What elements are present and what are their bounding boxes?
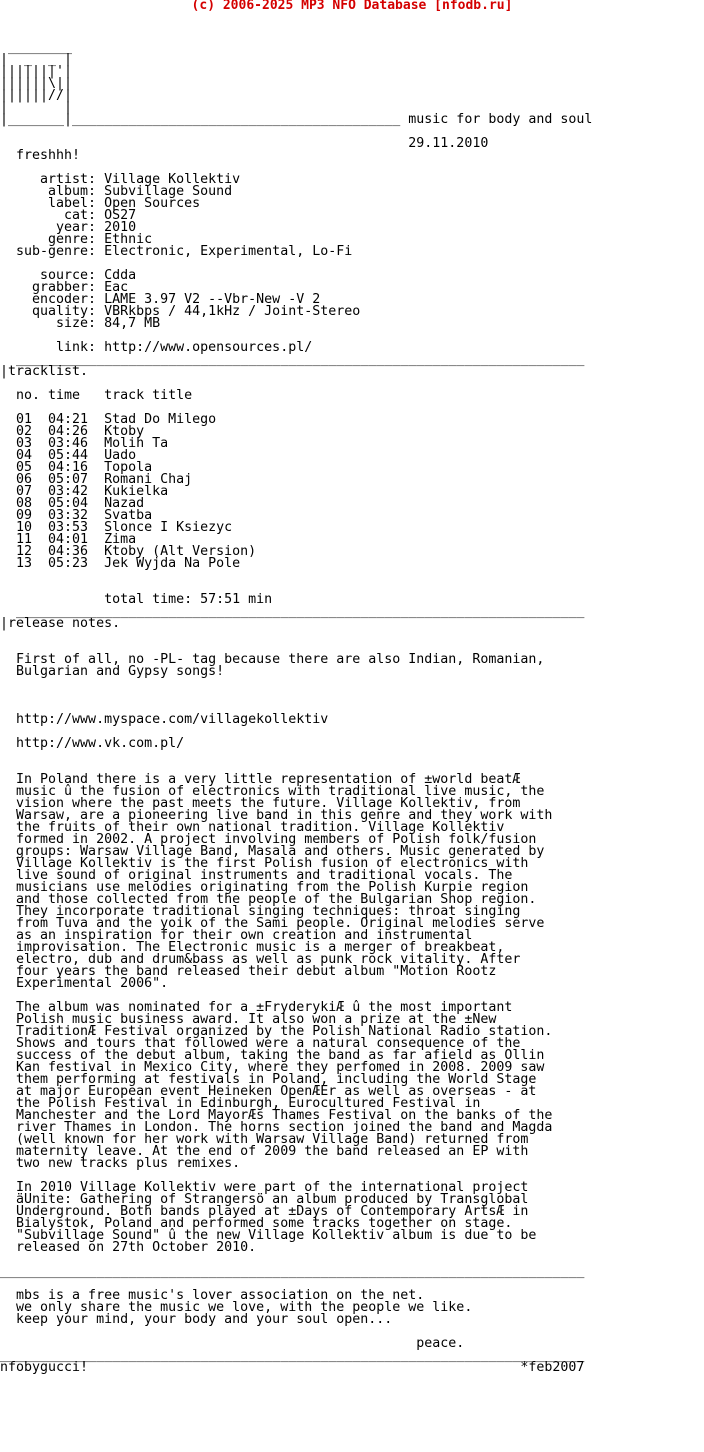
nfo-line: 10 03:53 Slonce I Ksiezyc — [0, 520, 233, 535]
nfo-line: 03 03:46 Molih Ta — [0, 436, 169, 451]
nfo-line: genre: Ethnic — [0, 232, 153, 247]
nfo-line: |_______|_________________________________________ music for body and soul — [0, 112, 593, 127]
nfo-line: In 2010 Village Kollektiv were part of the international project — [0, 1180, 529, 1195]
nfo-line: music û the fusion of electronics with traditional live music, the — [0, 784, 545, 799]
nfo-line: we only share the music we love, with the people we like. — [0, 1300, 473, 1315]
nfo-line: 13 05:23 Jek Wyjda Na Pole — [0, 556, 241, 571]
nfo-line: 04 05:44 Uado — [0, 448, 137, 463]
nfo-line: the Polish Festival in Edinburgh, Eurocultured Festival in — [0, 1096, 481, 1111]
nfo-line: Kan festival in Mexico City, where they perfomed in 2008. 2009 saw — [0, 1060, 545, 1075]
nfo-line: nfobygucci! *feb2007 — [0, 1360, 585, 1375]
nfo-text — [0, 6, 592, 1374]
nfo-line: source: Cdda — [0, 268, 137, 283]
nfo-line: two new tracks plus remixes. — [0, 1156, 241, 1171]
nfo-line: 02 04:26 Ktoby — [0, 424, 145, 439]
nfo-line: First of all, no -PL- tag because there are also Indian, Romanian, — [0, 652, 545, 667]
nfo-line: |||||||'| — [0, 64, 73, 79]
nfo-line: | | — [0, 100, 73, 115]
nfo-line: quality: VBRkbps / 44,1kHz / Joint-Stereo — [0, 304, 361, 319]
nfo-line: Village Kollektiv is the first Polish fusion of electronics with — [0, 856, 529, 871]
nfo-line: freshhh! — [0, 148, 81, 163]
nfo-line: size: 84,7 MB — [0, 316, 161, 331]
nfo-line: grabber: Eac — [0, 280, 129, 295]
nfo-line: peace. — [0, 1336, 465, 1351]
nfo-line: keep your mind, your body and your soul open... — [0, 1312, 393, 1327]
nfo-line: artist: Village Kollektiv — [0, 172, 241, 187]
nfo-line: success of the debut album, taking the band as far afield as Ollin — [0, 1048, 545, 1063]
nfo-line: ||||||//| — [0, 88, 73, 103]
nfo-line: |release notes. — [0, 616, 121, 631]
nfo-line: maternity leave. At the end of 2009 the band released an EP with — [0, 1144, 529, 1159]
nfo-line: formed in 2002. A project involving members of Polish folk/fusion — [0, 832, 537, 847]
nfo-line: groups: Warsaw Village Band, Masala and others. Music generated by — [0, 844, 545, 859]
nfo-line: The album was nominated for a ±FryderykiÆ û the most important — [0, 1000, 513, 1015]
nfo-line: total time: 57:51 min — [0, 592, 273, 607]
nfo-line: 01 04:21 Stad Do Milego — [0, 412, 217, 427]
nfo-line: In Poland there is a very little representation of ±world beatÆ — [0, 772, 521, 787]
nfo-line: 07 03:42 Kukielka — [0, 484, 169, 499]
nfo-line: äUnite: Gathering of Strangersö an album produced by Transglobal — [0, 1192, 529, 1207]
nfo-line: Warsaw, are a pioneering live band in this genre and they work with — [0, 808, 553, 823]
nfo-line: _________________________________________________________________________ — [0, 1264, 585, 1279]
nfo-line: _________________________________________________________________________ — [0, 1348, 585, 1363]
page-header: (c) 2006-2025 MP3 NFO Database [nfodb.ru] — [191, 0, 513, 13]
nfo-line: musicians use melodies originating from the Polish Kurpie region — [0, 880, 529, 895]
nfo-line: electro, dub and drum&bass as well as punk rock vitality. After — [0, 952, 521, 967]
nfo-line: improvisation. The Electronic music is a merger of breakbeat, — [0, 940, 505, 955]
nfo-line: vision where the past meets the future. Village Kollektiv, from — [0, 796, 521, 811]
nfo-line: mbs is a free music's lover association on the net. — [0, 1288, 425, 1303]
nfo-line: 08 05:04 Nazad — [0, 496, 145, 511]
nfo-line: encoder: LAME 3.97 V2 --Vbr-New -V 2 — [0, 292, 321, 307]
nfo-line: 12 04:36 Ktoby (Alt Version) — [0, 544, 257, 559]
nfo-line: 11 04:01 Zima — [0, 532, 137, 547]
nfo-line: Experimental 2006". — [0, 976, 169, 991]
nfo-line: Polish music business award. It also won a prize at the ±New — [0, 1012, 497, 1027]
nfo-line: 06 05:07 Romani Chaj — [0, 472, 193, 487]
nfo-line: 05 04:16 Topola — [0, 460, 153, 475]
nfo-line: at major European event Heineken OpenÆEr as well as overseas - at — [0, 1084, 537, 1099]
nfo-line: album: Subvillage Sound — [0, 184, 233, 199]
nfo-line: four years the band released their debut album "Motion Rootz — [0, 964, 497, 979]
nfo-line: 09 03:32 Svatba — [0, 508, 153, 523]
nfo-line: year: 2010 — [0, 220, 137, 235]
nfo-line: _______________________________________________________________________ — [0, 352, 585, 367]
nfo-line: them performing at festivals in Poland, including the World Stage — [0, 1072, 537, 1087]
nfo-line: Manchester and the Lord MayorÆs Thames Festival on the banks of the — [0, 1108, 553, 1123]
nfo-line: http://www.myspace.com/villagekollektiv — [0, 712, 329, 727]
nfo-line: (well known for her work with Warsaw Village Band) returned from — [0, 1132, 529, 1147]
nfo-line: ________ — [0, 40, 73, 55]
nfo-line: Underground. Both bands played at ±Days of Contemporary ArtsÆ in — [0, 1204, 529, 1219]
nfo-line: cat: OS27 — [0, 208, 137, 223]
nfo-line: live sound of original instruments and traditional vocals. The — [0, 868, 513, 883]
nfo-line: Bialystok, Poland and performed some tracks together on stage. — [0, 1216, 513, 1231]
nfo-line: "Subvillage Sound" û the new Village Kollektiv album is due to be — [0, 1228, 537, 1243]
nfo-line: and those collected from the people of the Bulgarian Shop region. — [0, 892, 537, 907]
nfo-line: as an inspiration for their own creation and instrumental — [0, 928, 473, 943]
nfo-line: from Tuva and the yoik of the Sami people. Original melodies serve — [0, 916, 545, 931]
nfo-line: no. time track title — [0, 388, 193, 403]
nfo-line: ||||||\|| — [0, 76, 73, 91]
nfo-line: They incorporate traditional singing techniques: throat singing — [0, 904, 521, 919]
nfo-line: the fruits of their own national tradition. Village Kollektiv — [0, 820, 505, 835]
nfo-line: Bulgarian and Gypsy songs! — [0, 664, 225, 679]
nfo-line: link: http://www.opensources.pl/ — [0, 340, 313, 355]
nfo-line: |tracklist. — [0, 364, 89, 379]
nfo-line: http://www.vk.com.pl/ — [0, 736, 185, 751]
nfo-line: _______________________________________________________________________ — [0, 604, 585, 619]
nfo-line: 29.11.2010 — [0, 136, 489, 151]
nfo-line: TraditionÆ Festival organized by the Polish National Radio station. — [0, 1024, 553, 1039]
nfo-line: sub-genre: Electronic, Experimental, Lo-Fi — [0, 244, 353, 259]
nfo-line: released on 27th October 2010. — [0, 1240, 257, 1255]
nfo-line: | _ _ | — [0, 52, 73, 67]
nfo-line: Shows and tours that followed were a natural consequence of the — [0, 1036, 521, 1051]
nfo-line: label: Open Sources — [0, 196, 201, 211]
nfo-line: river Thames in London. The horns section joined the band and Magda — [0, 1120, 553, 1135]
